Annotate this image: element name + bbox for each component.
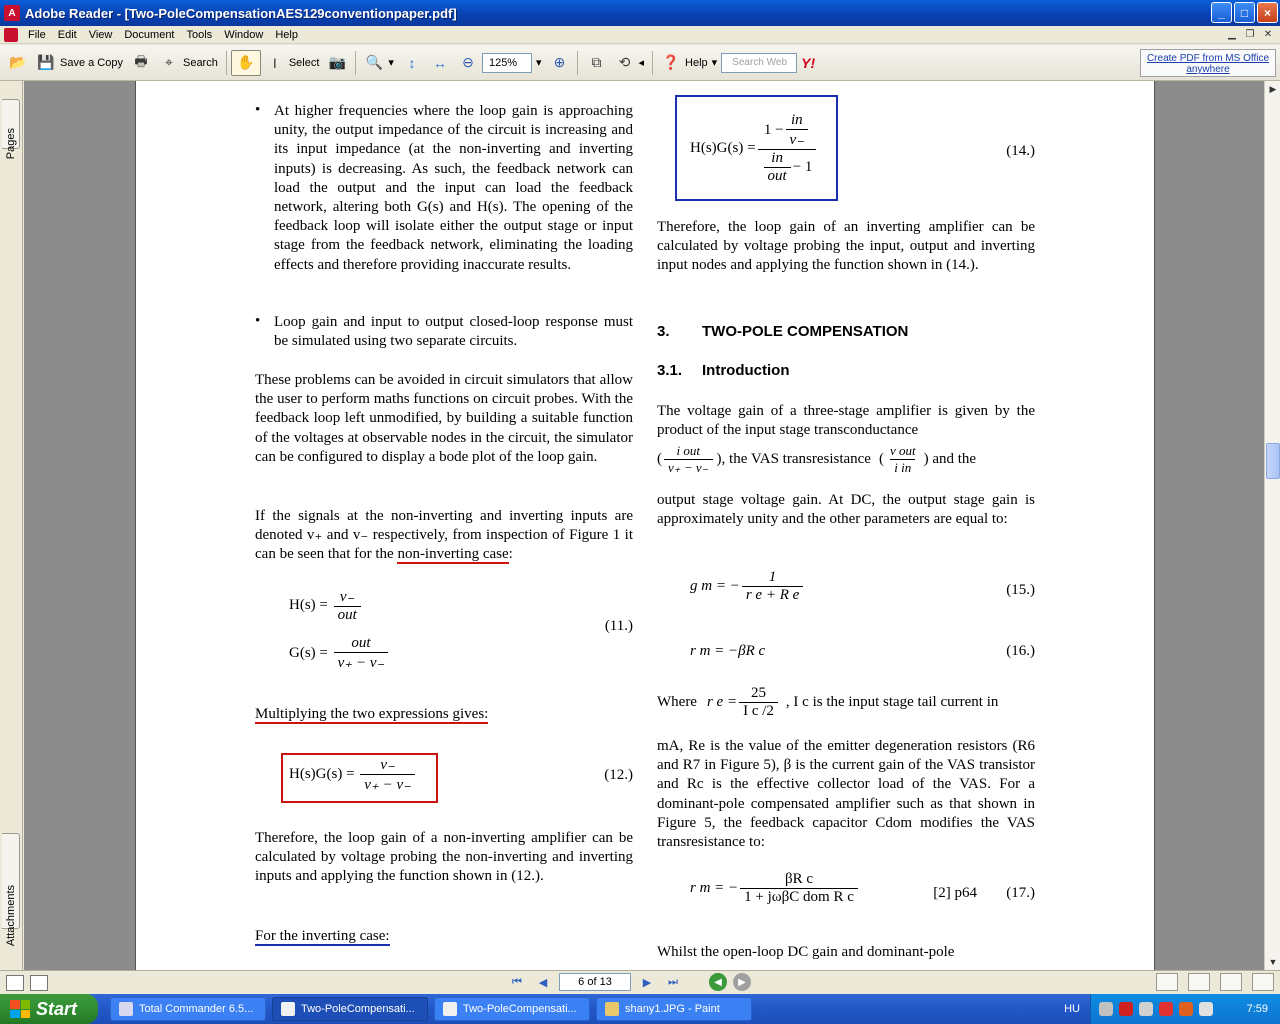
equation-lhs: H(s) = [289, 596, 328, 613]
denominator: out [334, 606, 361, 624]
denominator: 1 + jωβC dom R c [740, 888, 858, 906]
paragraph [255, 927, 390, 946]
search-label: Search [182, 56, 218, 69]
equation-number: (17.) [1006, 885, 1035, 901]
toolbar [0, 45, 1280, 81]
first-page-button[interactable]: ⏮ [512, 975, 522, 988]
updates-icon[interactable] [1179, 1002, 1193, 1016]
equation-reference: [2] p64 [933, 885, 977, 901]
search-button[interactable] [155, 50, 222, 76]
equation-lhs: r m = − [690, 880, 739, 896]
task-paint[interactable] [596, 997, 752, 1021]
fraction [664, 443, 713, 476]
next-page-button[interactable]: ▶ [642, 976, 652, 989]
bullet-marker: • [255, 313, 261, 329]
text-cursor-icon: I [272, 54, 277, 71]
numerator: v out [889, 443, 916, 458]
annotated-text: non-inverting case [397, 546, 509, 563]
go-back-button[interactable]: ◀ [709, 973, 727, 991]
doc-close-button[interactable]: ✕ [1263, 28, 1273, 40]
numerator: 1 [768, 569, 777, 585]
annotated-text: For the inverting case: [255, 928, 390, 944]
zoom-level-input[interactable]: 125% [482, 53, 532, 73]
equation-lhs: G(s) = [289, 644, 328, 661]
actual-size-button[interactable] [398, 50, 426, 76]
chevron-left-icon: ◂ [638, 57, 645, 69]
adobe-reader-icon: A [4, 5, 20, 21]
toolbar-separator [355, 51, 356, 75]
compound-fraction [758, 112, 817, 185]
attachments-tab-label: Attachments [5, 885, 17, 947]
numerator: in [791, 111, 803, 128]
equation-h [289, 587, 363, 624]
equation-number: (16.) [1006, 643, 1035, 659]
go-forward-button[interactable]: ▶ [733, 973, 751, 991]
menu-help[interactable]: Help [275, 28, 298, 41]
single-page-view-button[interactable] [1156, 973, 1178, 991]
zoom-in-button[interactable] [545, 50, 573, 76]
folder-open-icon: 📂 [9, 54, 27, 70]
paint-icon [605, 1002, 619, 1016]
language-indicator[interactable]: HU [1064, 1003, 1080, 1015]
compound-numerator [760, 112, 814, 149]
denominator: v₊ − v₋ [334, 652, 389, 672]
paragraph [255, 507, 633, 565]
maximize-button[interactable]: □ [1234, 2, 1255, 23]
fit-width-icon: ↔ [432, 54, 447, 71]
zoom-tool-button[interactable] [360, 50, 398, 76]
subsection-heading: Introduction [702, 362, 790, 379]
equation-lhs: g m = − [690, 578, 740, 594]
help-icon[interactable] [1139, 1002, 1153, 1016]
equation-16: r m = −βR c [690, 643, 766, 659]
title-bar [0, 0, 1280, 26]
bullet-marker: • [255, 102, 261, 118]
numerator: out [351, 635, 371, 651]
fraction [360, 755, 415, 794]
menu-edit[interactable]: Edit [57, 28, 77, 41]
section-number: 3. [657, 323, 670, 340]
scroll-down-arrow-icon[interactable]: ▼ [1268, 957, 1278, 967]
numerator: i out [676, 443, 701, 458]
menu-document[interactable]: Document [124, 28, 175, 41]
paragraph-text: , I c is the input stage tail current in [785, 694, 999, 710]
page-number-input[interactable]: 6 of 13 [559, 973, 631, 991]
antivirus-icon[interactable] [1159, 1002, 1173, 1016]
paragraph: Therefore, the loop gain of an inverting amplifier can be calculated by voltage probing the input, output and inverting input nodes and applying the function shown in (14.). [657, 219, 1035, 274]
start-label: Start [36, 998, 78, 1019]
open-button[interactable] [4, 50, 32, 76]
create-pdf-link[interactable]: Create PDF from MS Office anywhere [1140, 49, 1276, 77]
close-button[interactable]: × [1257, 2, 1278, 23]
denominator: v₊ − v₋ [360, 774, 415, 794]
system-tray [1090, 994, 1280, 1024]
select-label: Select [288, 56, 320, 69]
task-adobe-reader[interactable] [434, 997, 590, 1021]
chevron-down-icon: ▾ [388, 57, 394, 69]
last-page-button[interactable]: ⏭ [668, 975, 678, 988]
open-paren: ( [657, 451, 662, 467]
numerator: v₋ [380, 757, 395, 773]
doc-restore-button[interactable]: ❐ [1245, 28, 1255, 40]
volume-icon[interactable] [1199, 1002, 1213, 1016]
zoom-in-icon: ⊕ [553, 54, 566, 70]
fraction [786, 112, 809, 149]
hand-icon: ✋ [237, 54, 255, 70]
denominator: out [764, 167, 791, 185]
zoom-out-button[interactable] [454, 50, 482, 76]
equation-15 [690, 569, 805, 604]
binoculars-icon: ⌖ [165, 54, 173, 70]
scroll-thumb[interactable] [1266, 443, 1280, 479]
print-button[interactable] [127, 50, 155, 76]
save-copy-button[interactable] [32, 50, 127, 76]
equation-14 [690, 101, 818, 195]
inline-fractions-line [657, 443, 1035, 476]
magnifier-icon: 🔍 [365, 54, 384, 70]
task-label: Total Commander 6.5... [139, 1003, 254, 1015]
document-view[interactable] [24, 81, 1264, 970]
section-heading: TWO-POLE COMPENSATION [702, 323, 909, 340]
vertical-scrollbar[interactable] [1264, 81, 1280, 970]
hand-tool-button[interactable] [231, 50, 261, 76]
paragraph-text: : [508, 546, 513, 563]
printer-icon: 🖶 [134, 52, 148, 69]
taskbar [0, 994, 1280, 1024]
paragraph-text: ) and the [923, 451, 977, 467]
yahoo-logo: Y! [801, 54, 816, 71]
open-paren: ( [878, 451, 884, 467]
equation-lhs: H(s)G(s) = [289, 765, 355, 782]
menu-window[interactable]: Window [224, 28, 264, 41]
snapshot-button[interactable] [323, 50, 351, 76]
chevron-down-icon: ▾ [535, 57, 542, 69]
where-line [657, 685, 1035, 720]
fit-height-icon: ↕ [408, 54, 416, 71]
task-total-commander[interactable] [110, 997, 266, 1021]
paragraph: Whilst the open-loop DC gain and dominant-pole [657, 944, 955, 960]
fit-width-button[interactable] [426, 50, 454, 76]
rotate-icon: ⟲ [618, 54, 631, 70]
page-size-icon[interactable] [6, 975, 24, 991]
chevron-down-icon: ▾ [711, 57, 718, 69]
one-minus: 1 − [763, 121, 784, 138]
fraction [764, 150, 791, 185]
menu-file[interactable]: File [28, 28, 46, 41]
help-button[interactable] [657, 50, 721, 76]
subsection-number: 3.1. [657, 362, 683, 379]
pages-tab[interactable] [2, 99, 20, 160]
toolbar-separator [226, 51, 227, 75]
page-layout-icon: ⧉ [591, 54, 602, 70]
numerator: in [771, 149, 783, 166]
fraction [739, 685, 778, 720]
facing-view-button[interactable] [1220, 973, 1242, 991]
paragraph: The voltage gain of a three-stage amplifier is given by the product of the input stage transconductance [657, 403, 1035, 439]
help-icon: ❓ [662, 54, 680, 70]
camera-icon: 📷 [328, 54, 347, 70]
yahoo-button[interactable] [797, 50, 819, 76]
status-bar [0, 970, 1280, 994]
total-commander-icon [119, 1002, 133, 1016]
paragraph [255, 705, 488, 724]
zoom-dropdown[interactable] [532, 50, 546, 76]
select-tool-button[interactable] [261, 50, 324, 76]
fraction [886, 443, 920, 476]
paragraph-text: If the signals at the non-inverting and inverting inputs are denoted v₊ and v₋ respectively, from inspection of Figure 1 it can be seen that for the [255, 508, 633, 563]
bullet-paragraph: At higher frequencies where the loop gain is approaching unity, the output impedance of the circuit is increasing and its input impedance (at the non-inverting and inverting inputs) is decreasing. As such, the feedback network can load the output and the input can load the feedback network, altering both G(s) and H(s). The opening of the feedback loop will isolate either the output stage or input stage from the feedback network, eliminating the loading effects and therefore providing inaccurate results. [274, 103, 633, 273]
task-adobe-reader-active[interactable] [272, 997, 428, 1021]
compound-denominator [758, 149, 817, 185]
window-title: Adobe Reader - [Two-PoleCompensationAES129conventionpaper.pdf] [25, 5, 457, 21]
navigation-pane [0, 81, 23, 970]
security-shield-icon[interactable] [1119, 1002, 1133, 1016]
rotate-pages-button[interactable] [610, 50, 648, 76]
fraction [740, 871, 858, 906]
denominator: v₊ − v₋ [664, 459, 713, 476]
menu-tools[interactable]: Tools [186, 28, 213, 41]
fraction [334, 635, 389, 672]
doc-minimize-button[interactable]: ▁ [1228, 28, 1236, 40]
save-icon: 💾 [37, 54, 55, 70]
help-label: Help [685, 56, 708, 69]
equation-number: (14.) [1006, 143, 1035, 159]
pages-tab-label: Pages [5, 128, 17, 160]
equation-number: (15.) [1006, 582, 1035, 598]
search-web-input[interactable]: Search Web [721, 53, 797, 73]
clock[interactable]: 7:59 [1246, 1003, 1268, 1015]
fraction [742, 569, 803, 604]
bullet-paragraph: Loop gain and input to output closed-loop response must be simulated using two separate circuits. [274, 314, 633, 350]
equation-17 [690, 871, 860, 906]
document-properties-icon[interactable] [30, 975, 48, 991]
numerator: 25 [751, 685, 766, 701]
numerator: βR c [785, 871, 814, 887]
paragraph: These problems can be avoided in circuit simulators that allow the user to perform maths functions on circuit probes. With the feedback loop left unmodified, by building a suitable function of the voltages at observable nodes in the circuit, the simulator can be configured to display a bode plot of the loop gain. [255, 372, 633, 465]
denominator: i in [890, 459, 915, 476]
toolbar-separator [652, 51, 653, 75]
task-label: shany1.JPG - Paint [625, 1003, 720, 1015]
continuous-facing-view-button[interactable] [1252, 973, 1274, 991]
task-label: Two-PoleCompensati... [301, 1003, 415, 1015]
menu-bar [0, 26, 1280, 44]
minimize-button[interactable]: _ [1211, 2, 1232, 23]
previous-page-button[interactable]: ◀ [538, 976, 548, 989]
document-icon[interactable] [4, 28, 18, 42]
equation-lhs: H(s)G(s) = [690, 139, 756, 156]
paragraph-text: ), the VAS transresistance [716, 451, 871, 467]
equation-number: (12.) [604, 767, 633, 783]
scroll-up-arrow-icon[interactable]: ▶ [1269, 83, 1277, 94]
denominator: v₋ [786, 129, 809, 149]
equation-12 [289, 755, 417, 794]
numerator: v₋ [339, 589, 355, 605]
fraction [334, 587, 361, 624]
start-button[interactable] [0, 994, 98, 1024]
pdf-icon [281, 1002, 295, 1016]
paragraph-text: Where [657, 694, 697, 710]
task-label: Two-PoleCompensati... [463, 1003, 577, 1015]
save-copy-label: Save a Copy [60, 56, 123, 69]
denominator: r e + R e [742, 586, 803, 604]
continuous-view-button[interactable] [1188, 973, 1210, 991]
pdf-icon [443, 1002, 457, 1016]
windows-logo-icon [10, 1000, 30, 1018]
paragraph: mA, Re is the value of the emitter degeneration resistors (R6 and R7 in Figure 5), β is the current gain of the VAS transistor and Rc is the effective collector load of the VAS. For a dominant-pole compensated amplifier such as that shown in Figure 5, the feedback capacitor Cdom modifies the VAS transresistance to: [657, 738, 1035, 851]
annotated-text: Multiplying the two expressions gives: [255, 706, 489, 722]
equation-lhs: r e = [706, 694, 738, 710]
equation-g [289, 635, 390, 672]
attachments-tab[interactable] [2, 833, 20, 947]
denominator: I c /2 [739, 702, 778, 720]
rotate-view-button[interactable] [582, 50, 610, 76]
network-icon[interactable] [1099, 1002, 1113, 1016]
menu-view[interactable]: View [88, 28, 113, 41]
equation-number: (11.) [604, 618, 633, 634]
paragraph: output stage voltage gain. At DC, the output stage gain is approximately unity and the other parameters are equal to: [657, 492, 1035, 528]
toolbar-separator [577, 51, 578, 75]
minus-one: − 1 [792, 158, 813, 175]
paragraph: Therefore, the loop gain of a non-inverting amplifier can be calculated by voltage probing the non-inverting and inverting inputs and applying the function shown in (12.). [255, 830, 633, 885]
pdf-page [135, 81, 1155, 970]
zoom-out-icon: ⊖ [462, 54, 474, 70]
